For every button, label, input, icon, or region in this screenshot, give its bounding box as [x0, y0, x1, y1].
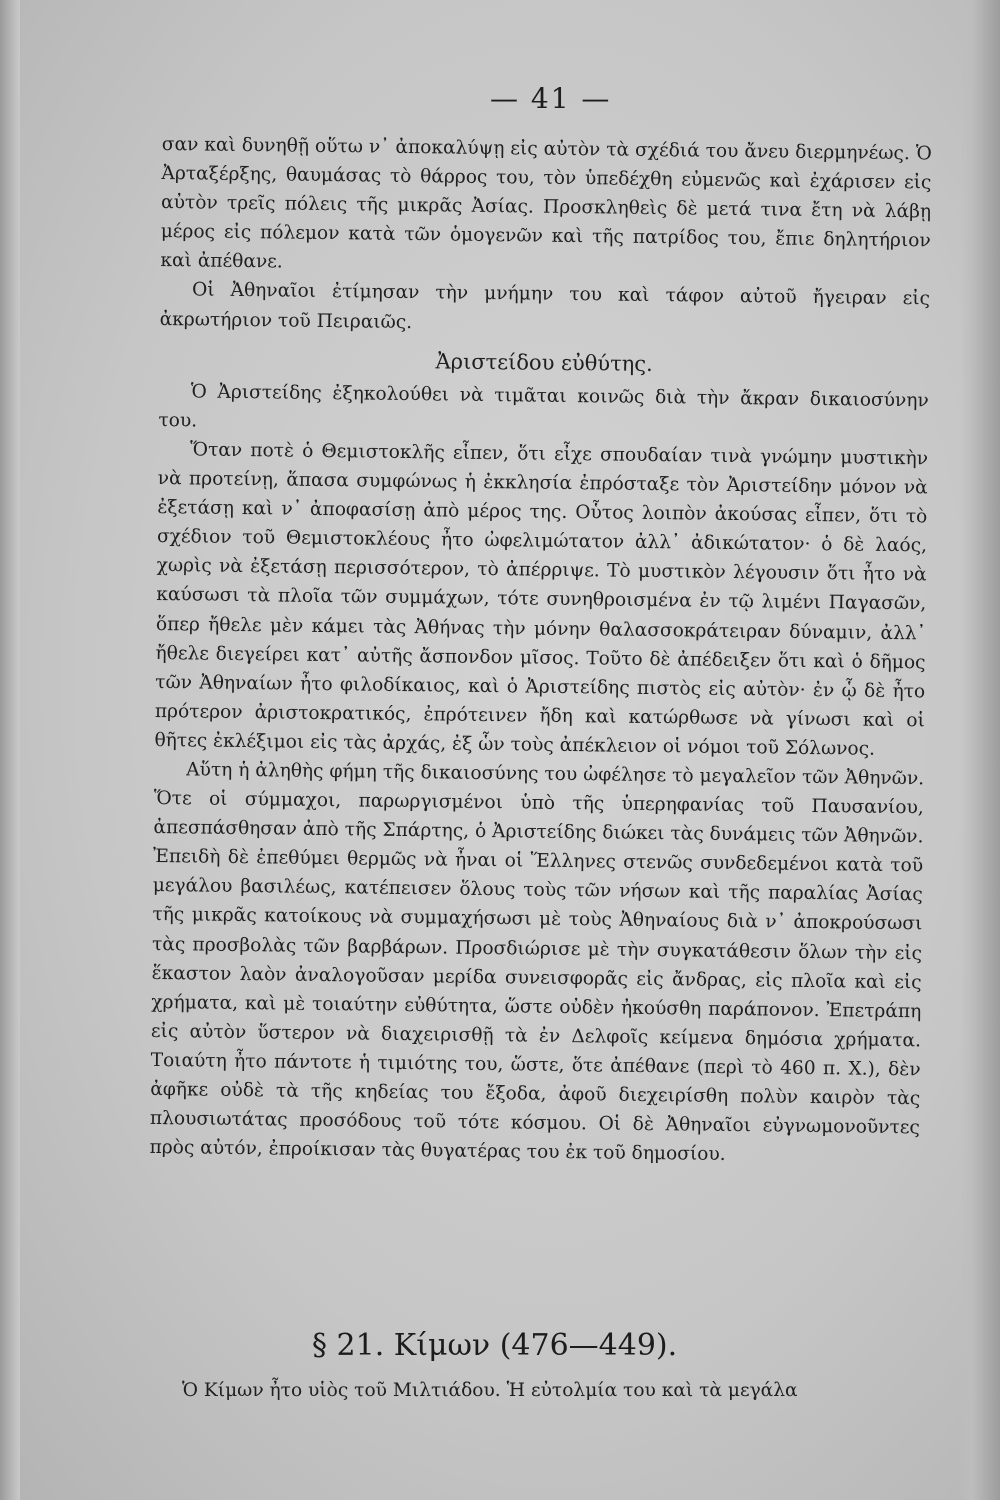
- paragraph-aristides-justice: Ὁ Ἀριστείδης ἐξηκολούθει νὰ τιμᾶται κοινῶς διὰ τὴν ἄκραν δικαιοσύνην του.: [158, 381, 929, 432]
- section-heading-kimon: § 21. Κίμων (476—449).: [312, 1328, 678, 1363]
- paragraph-themistocles-end: σαν καὶ δυνηθῇ οὕτω ν᾿ ἀποκαλύψῃ εἰς αὐτὸν τὰ σχέδιά του ἄνευ διερμηνέως. Ὁ Ἀρταξέρξης, θαυμάσας τὸ θάρρος του, τὸν ὑπεδέχθη εὐμενῶς καὶ ἐχάρισεν εἰς αὐτὸν τρεῖς πόλεις τῆς μικρᾶς Ἀσίας. Προσκληθεὶς δὲ μετά τινα ἔτη νὰ λάβῃ μέρος εἰς πόλεμον κατὰ τῶν ὁμογενῶν καὶ τῆς πατρίδος του, ἔπιε δηλητήριον καὶ ἀπέθανε.: [160, 133, 932, 273]
- paragraph-kimon-start: Ὁ Κίμων ἦτο υἱὸς τοῦ Μιλτιάδου. Ἡ εὐτολμία του καὶ τὰ μεγάλα: [182, 1380, 798, 1401]
- paragraph-secret-plan: Ὅταν ποτὲ ὁ Θεμιστοκλῆς εἶπεν, ὅτι εἶχε σπουδαίαν τινὰ γνώμην μυστικὴν νὰ προτείνῃ, ἅπασα συμφώνως ἡ ἐκκλησία ἐπρόσταξε τὸν Ἀριστείδην μόνον νὰ ἐξετάσῃ καὶ ν᾿ ἀποφασίσῃ ἀπὸ μέρος της. Οὗτος λοιπὸν ἀκούσας εἶπεν, ὅτι τὸ σχέδιον τοῦ Θεμιστοκλέους ἦτο ὠφελιμώτατον ἀλλ᾿ ἀδικώτατον· ὁ δὲ λαός, χωρὶς νὰ ἐξετάσῃ περισσότερον, τὸ ἀπέρριψε. Τὸ μυστικὸν λέγουσιν ὅτι ἦτο νὰ καύσωσι τὰ πλοῖα τῶν συμμάχων, τότε συνηθροισμένα ἐν τῷ λιμένι Παγασῶν, ὅπερ ἤθελε μὲν κάμει τὰς Ἀθήνας τὴν μόνην θαλασσοκράτειραν δύναμιν, ἀλλ᾿ ἤθελε διεγείρει κατ᾿ αὐτῆς ἄσπονδον μῖσος. Τοῦτο δὲ ἀπέδειξεν ὅτι καὶ ὁ δῆμος τῶν Ἀθηναίων ἦτο φιλοδίκαιος, καὶ ὁ Ἀριστείδης πιστὸς εἰς αὐτὸν· ἐν ᾧ δὲ ἦτο πρότερον ἀριστοκρατικός, ἐπρότεινεν ἤδη καὶ κατώρθωσε νὰ γίνωσι καὶ οἱ θῆτες ἐκλέξιμοι εἰς τὰς ἀρχάς, ἐξ ὧν τοὺς ἀπέκλειον οἱ νόμοι τοῦ Σόλωνος.: [154, 439, 929, 760]
- heading-aristides: Ἀριστείδου εὐθύτης.: [435, 349, 653, 376]
- main-text: [149, 130, 932, 1172]
- page-binding-edge: [0, 0, 20, 1500]
- paragraph-athenian-tomb: Οἱ Ἀθηναῖοι ἐτίμησαν τὴν μνήμην του καὶ τάφον αὐτοῦ ἤγειραν εἰς ἀκρωτήριον τοῦ Πειραιῶς.: [159, 279, 931, 333]
- page-outer-edge: [960, 0, 1000, 1500]
- page-number: — 41 —: [490, 82, 612, 115]
- paragraph-allies: Αὕτη ἡ ἀληθὴς φήμη τῆς δικαιοσύνης του ὠφέλησε τὸ μεγαλεῖον τῶν Ἀθηνῶν. Ὅτε οἱ σύμμαχοι, παρωργισμένοι ὑπὸ τῆς ὑπερηφανίας τοῦ Παυσανίου, ἀπεσπάσθησαν ἀπὸ τῆς Σπάρτης, ὁ Ἀριστείδης διώκει τὰς δυνάμεις τῶν Ἀθηνῶν. Ἐπειδὴ δὲ ἐπεθύμει θερμῶς νὰ ἦναι οἱ Ἕλληνες στενῶς συνδεδεμένοι κατὰ τοῦ μεγάλου βασιλέως, κατέπεισεν ὅλους τοὺς τῶν νήσων καὶ τῆς παραλίας Ἀσίας τῆς μικρᾶς κατοίκους νὰ συμμαχήσωσι μὲ τοὺς Ἀθηναίους διὰ ν᾿ ἀποκρούσωσι τὰς προσβολὰς τῶν βαρβάρων. Προσδιώρισε μὲ τὴν συγκατάθεσιν ὅλων τὴν εἰς ἕκαστον λαὸν ἀναλογοῦσαν μερίδα συνεισφορᾶς εἰς ἄνδρας, εἰς πλοῖα καὶ εἰς χρήματα, καὶ μὲ τοιαύτην εὐθύτητα, ὥστε οὐδὲν ἠκούσθη παράπονον. Ἐπετράπη εἰς αὐτὸν ὕστερον νὰ διαχειρισθῇ τὰ ἐν Δελφοῖς κείμενα δημόσια χρήματα. Τοιαύτη ἦτο πάντοτε ἡ τιμιότης του, ὥστε, ὅτε ἀπέθανε (περὶ τὸ 460 π. Χ.), δὲν ἀφῆκε οὐδὲ τὰ τῆς κηδείας του ἔξοδα, ἀφοῦ διεχειρίσθη πολὺν καιρὸν τὰς πλουσιωτάτας προσόδους τοῦ τότε κόσμου. Οἱ δὲ Ἀθηναῖοι εὐγνωμονοῦντες πρὸς αὐτόν, ἐπροίκισαν τὰς θυγατέρας του ἐκ τοῦ δημοσίου.: [149, 759, 925, 1166]
